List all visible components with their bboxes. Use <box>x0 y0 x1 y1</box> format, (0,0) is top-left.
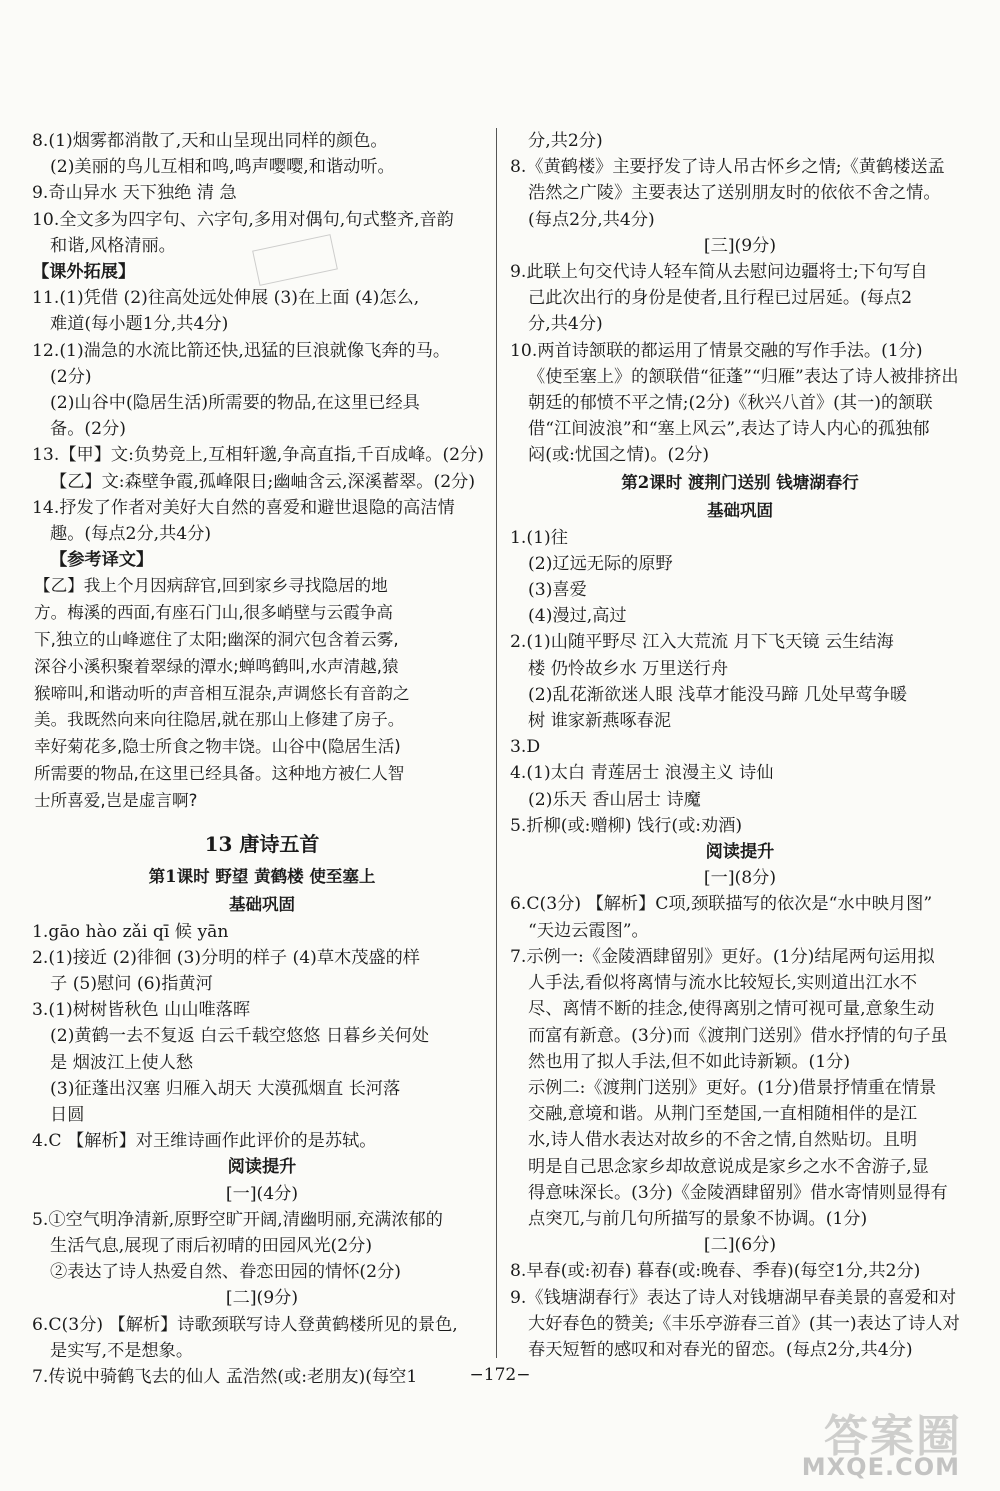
answer-line: 大好春色的赞美;《丰乐亭游春三首》(其一)表达了诗人对 <box>528 1313 960 1334</box>
reference-translation-heading: 【参考译文】 <box>50 550 154 571</box>
answer-line: 3.D <box>510 737 541 758</box>
column-divider <box>496 128 497 1358</box>
answer-line: 春天短暂的感叹和对春光的留恋。(每点2分,共4分) <box>528 1339 913 1360</box>
basic-consolidation-heading: 基础巩固 <box>229 894 295 914</box>
answer-line: 1.(1)往 <box>510 527 568 548</box>
answer-line: 是实写,不是想象。 <box>50 1340 194 1361</box>
answer-line: 阅读提升 <box>227 1157 297 1178</box>
answer-line: ②表达了诗人热爱自然、眷恋田园的情怀(2分) <box>50 1262 401 1283</box>
answer-line: 14.抒发了作者对美好大自然的喜爱和避世退隐的高洁情 <box>32 497 455 518</box>
answer-line: 趣。(每点2分,共4分) <box>50 524 212 545</box>
answer-line: 分,共4分) <box>528 314 603 335</box>
answer-line: 闷(或:忧国之情)。(2分) <box>528 445 710 466</box>
page-number: −172− <box>469 1365 531 1385</box>
answer-line: 阅读提升 <box>705 842 775 863</box>
answer-line: 《使至塞上》的颔联借“征蓬”“归雁”表达了诗人被排挤出 <box>528 366 959 387</box>
answer-line: 示例二:《渡荆门送别》更好。(1分)借景抒情重在情景 <box>528 1077 937 1098</box>
answer-line: 而富有新意。(3分)而《渡荆门送别》借水抒情的句子虽 <box>528 1025 948 1046</box>
answer-line: 然也用了拟人手法,但不如此诗新颖。(1分) <box>528 1051 851 1072</box>
answer-line: 交融,意境和谐。从荆门至楚国,一直相随相伴的是江 <box>528 1104 918 1125</box>
answer-line: 是 烟波江上使人愁 <box>50 1052 194 1073</box>
translation-line: 幸好菊花多,隐士所食之物丰饶。山谷中(隐居生活) <box>34 737 401 757</box>
answer-line: (2)乐天 香山居士 诗魔 <box>528 789 701 810</box>
lesson-2-title: 第2课时 渡荆门送别 钱塘湖春行 <box>621 472 859 492</box>
watermark-logo <box>772 1390 982 1485</box>
answer-line: 3.(1)树树皆秋色 山山唯落晖 <box>32 1000 251 1021</box>
answer-line: 10.两首诗颔联的都运用了情景交融的写作手法。(1分) <box>510 340 923 361</box>
answer-line: 8.(1)烟雾都消散了,天和山呈现出同样的颜色。 <box>32 131 388 151</box>
answer-line: 11.(1)凭借 (2)往高处远处伸展 (3)在上面 (4)怎么, <box>32 288 420 309</box>
answer-line: 6.C(3分) 【解析】诗歌颈联写诗人登黄鹤楼所见的景色, <box>32 1314 458 1335</box>
answer-line: 10.全文多为四字句、六字句,多用对偶句,句式整齐,音韵 <box>32 209 454 230</box>
reference-translation <box>32 573 492 814</box>
answer-line: 生活气息,展现了雨后初晴的田园风光(2分) <box>50 1236 373 1257</box>
answer-line: (每点2分,共4分) <box>528 209 655 230</box>
answer-line: (4)漫过,高过 <box>528 606 627 627</box>
answer-line: 9.奇山异水 天下独绝 清 急 <box>32 183 237 204</box>
answer-line: 借“江间波浪”和“塞上风云”,表达了诗人内心的孤独郁 <box>528 419 930 440</box>
answer-line: 子 (5)慰问 (6)指黄河 <box>50 974 213 995</box>
answer-line: (3)征蓬出汉塞 归雁入胡天 大漠孤烟直 长河落 <box>50 1078 401 1099</box>
answer-line: 4.C 【解析】对王维诗画作此评价的是苏轼。 <box>32 1131 377 1152</box>
translation-line: 深谷小溪积聚着翠绿的潭水;蝉鸣鹤叫,水声清越,猿 <box>34 656 399 676</box>
right-column <box>510 128 970 1363</box>
answer-line: [一](8分) <box>703 868 777 889</box>
answer-line: (2)山谷中(隐居生活)所需要的物品,在这里已经具 <box>50 393 420 414</box>
answer-line: 6.C(3分) 【解析】C项,颈联描写的依次是“水中映月图” <box>510 894 933 915</box>
answer-line: 2.(1)接近 (2)徘徊 (3)分明的样子 (4)草木茂盛的样 <box>32 947 420 968</box>
answer-line: (2分) <box>50 366 92 387</box>
answer-line: [二](9分) <box>225 1288 299 1309</box>
answer-line: 尽、离情不断的挂念,使得离别之情可视可量,意象生动 <box>528 999 935 1020</box>
lesson-1-title: 第1课时 野望 黄鹤楼 使至塞上 <box>148 866 376 886</box>
answer-line: 日圆 <box>50 1105 85 1126</box>
answer-line: 5.折柳(或:赠柳) 饯行(或:劝酒) <box>510 815 743 836</box>
answer-line: 人手法,看似将离情与流水比较短长,实则道出江水不 <box>528 973 918 994</box>
answer-line: [一](4分) <box>225 1183 299 1204</box>
answer-line: 朝廷的郁愤不平之情;(2分)《秋兴八首》(其一)的颔联 <box>528 393 933 414</box>
lesson-1-answers <box>32 919 492 1391</box>
answer-line: (2)美丽的鸟儿互相和鸣,鸣声嘤嘤,和谐动听。 <box>50 157 395 178</box>
basic-consolidation-heading-2: 基础巩固 <box>707 500 773 520</box>
answer-line: [二](6分) <box>703 1235 777 1256</box>
answer-line: (2)黄鹤一去不复返 白云千载空悠悠 日暮乡关何处 <box>50 1026 430 1047</box>
answer-line: (2)辽远无际的原野 <box>528 553 673 574</box>
watermark-url: MXQE.COM <box>801 1453 960 1481</box>
answer-line: 9.此联上句交代诗人轻车简从去慰问边疆将士;下句写自 <box>510 262 928 283</box>
answer-line: 5.①空气明净清新,原野空旷开阔,清幽明丽,充满浓郁的 <box>32 1209 443 1230</box>
answer-line: 浩然之广陵》主要表达了送别朋友时的依依不舍之情。 <box>528 183 941 204</box>
translation-line: 美。我既然向来向往隐居,就在那山上修建了房子。 <box>34 710 405 730</box>
answer-line: 2.(1)山随平野尽 江入大荒流 月下飞天镜 云生结海 <box>510 632 894 653</box>
answer-line: 7.传说中骑鹤飞去的仙人 孟浩然(或:老朋友)(每空1 <box>32 1367 418 1388</box>
answer-line: 和谐,风格清丽。 <box>50 235 176 256</box>
translation-line: 所需要的物品,在这里已经具备。这种地方被仁人智 <box>34 764 405 784</box>
answer-line: 树 谁家新燕啄春泥 <box>528 711 672 732</box>
right-answers <box>510 128 970 469</box>
answer-line: “天边云霞图”。 <box>528 920 649 941</box>
answer-line: 得意味深长。(3分)《金陵酒肆留别》借水寄情则显得有 <box>528 1182 948 1203</box>
translation-line: 下,独立的山峰遮住了太阳;幽深的洞穴包含着云雾, <box>34 630 399 650</box>
translation-line: 方。梅溪的西面,有座石门山,很多峭壁与云霞争高 <box>34 603 394 623</box>
answer-line: (3)喜爱 <box>528 580 587 601</box>
answer-line: 难道(每小题1分,共4分) <box>50 314 229 335</box>
answer-line: 明是自己思念家乡却故意说成是家乡之水不舍游子,显 <box>528 1156 929 1177</box>
answer-line: 点突兀,与前几句所描写的景象不协调。(1分) <box>528 1208 868 1229</box>
answer-line: (2)乱花渐欲迷人眼 浅草才能没马蹄 几处早莺争暖 <box>528 684 908 705</box>
answer-line: 【课外拓展】 <box>32 262 136 283</box>
answer-line: 12.(1)湍急的水流比箭还快,迅猛的巨浪就像飞奔的马。 <box>32 340 451 361</box>
answer-line: 9.《钱塘湖春行》表达了诗人对钱塘湖早春美景的喜爱和对 <box>510 1287 957 1308</box>
answer-line: 【乙】文:森壁争霞,孤峰限日;幽岫含云,深溪蓄翠。(2分) <box>50 471 476 492</box>
answer-line: 8.《黄鹤楼》主要抒发了诗人吊古怀乡之情;《黄鹤楼送孟 <box>510 157 945 178</box>
answer-line: 8.早春(或:初春) 暮春(或:晚春、季春)(每空1分,共2分) <box>510 1261 921 1282</box>
left-answers <box>32 128 492 547</box>
answer-line: 13.【甲】文:负势竞上,互相轩邈,争高直指,千百成峰。(2分) <box>32 445 484 466</box>
left-column <box>32 128 492 1390</box>
translation-line: 猴啼叫,和谐动听的声音相互混杂,声调悠长有音韵之 <box>34 683 410 703</box>
answer-line: 1.gāo hào zǎi qī 候 yān <box>32 921 229 942</box>
section-title: 13 唐诗五首 <box>204 831 320 856</box>
answer-line: 己此次出行的身份是使者,且行程已过居延。(每点2 <box>528 288 913 309</box>
answer-line: 楼 仍怜故乡水 万里送行舟 <box>528 658 729 679</box>
lesson-2-answers <box>510 525 970 1364</box>
answer-line: 7.示例一:《金陵酒肆留别》更好。(1分)结尾两句运用拟 <box>510 946 935 967</box>
answer-line: 4.(1)太白 青莲居士 浪漫主义 诗仙 <box>510 763 774 784</box>
answer-line: [三](9分) <box>703 235 777 256</box>
translation-line: 【乙】我上个月因病辞官,回到家乡寻找隐居的地 <box>34 576 388 596</box>
answer-line: 备。(2分) <box>50 419 126 440</box>
watermark-text: 答案圈 <box>824 1411 962 1462</box>
answer-line: 分,共2分) <box>528 131 603 151</box>
translation-line: 士所喜爱,岂是虚言啊? <box>34 790 198 810</box>
answer-line: 水,诗人借水表达对故乡的不舍之情,自然贴切。且明 <box>528 1130 918 1151</box>
